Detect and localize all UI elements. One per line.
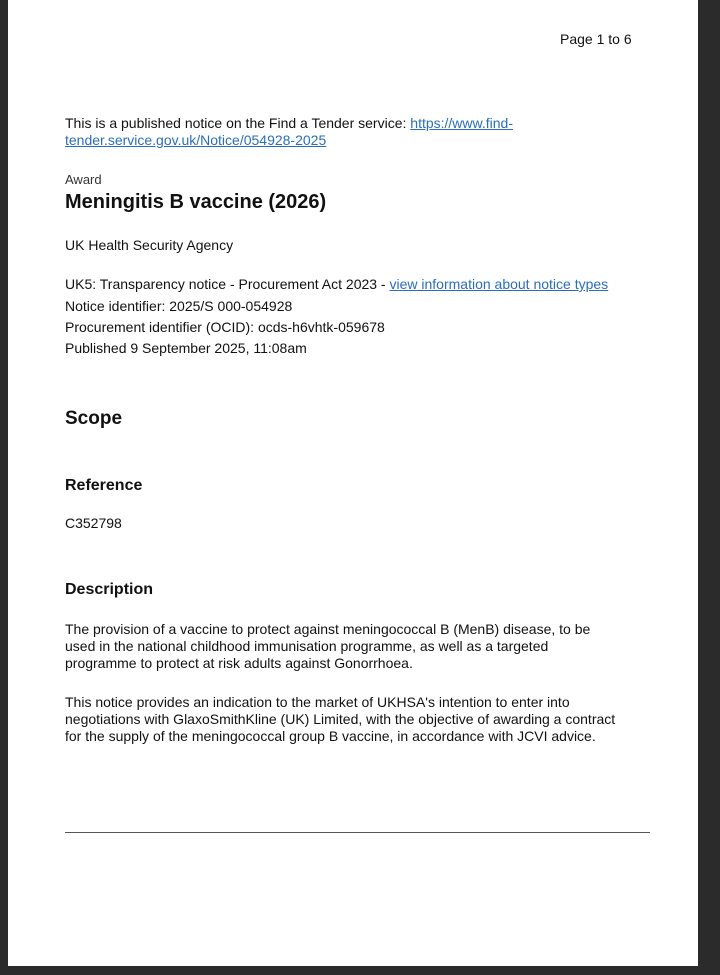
published-date: Published 9 September 2025, 11:08am bbox=[65, 340, 307, 356]
notice-url-line1: https://www.find- bbox=[410, 115, 513, 131]
notice-identifier: Notice identifier: 2025/S 000-054928 bbox=[65, 298, 293, 314]
description-paragraph-2 bbox=[65, 694, 650, 745]
description-line: used in the national childhood immunisation programme, as well as a targeted bbox=[65, 638, 549, 654]
section-divider bbox=[65, 832, 650, 833]
organisation-name: UK Health Security Agency bbox=[65, 237, 234, 253]
notice-types-link[interactable]: view information about notice types bbox=[389, 276, 609, 292]
description-heading: Description bbox=[65, 581, 154, 598]
description-line: negotiations with GlaxoSmithKline (UK) Limited, with the objective of awarding a contract bbox=[65, 711, 616, 727]
description-line: The provision of a vaccine to protect against meningococcal B (MenB) disease, to be bbox=[65, 621, 591, 637]
notice-category: Award bbox=[65, 172, 102, 187]
description-line: programme to protect at risk adults against Gonorrhoea. bbox=[65, 655, 413, 671]
description-paragraph-1 bbox=[65, 621, 650, 672]
description-line: for the supply of the meningococcal group B vaccine, in accordance with JCVI advice. bbox=[65, 728, 596, 744]
notice-type-line bbox=[65, 276, 608, 292]
reference-heading: Reference bbox=[65, 477, 143, 494]
document-page bbox=[8, 0, 698, 966]
scope-heading: Scope bbox=[65, 408, 123, 429]
reference-value: C352798 bbox=[65, 515, 122, 531]
notice-url-line2: tender.service.gov.uk/Notice/054928-2025 bbox=[65, 132, 327, 148]
intro-label: This is a published notice on the Find a Tender service: bbox=[65, 115, 411, 131]
procurement-identifier: Procurement identifier (OCID): ocds-h6vhtk-059678 bbox=[65, 319, 385, 335]
notice-type-label: UK5: Transparency notice - Procurement Act 2023 - bbox=[65, 276, 390, 292]
page-count: Page 1 to 6 bbox=[560, 31, 632, 47]
intro-text bbox=[65, 115, 565, 149]
notice-title: Meningitis B vaccine (2026) bbox=[65, 191, 327, 213]
description-line: This notice provides an indication to the market of UKHSA's intention to enter into bbox=[65, 694, 570, 710]
